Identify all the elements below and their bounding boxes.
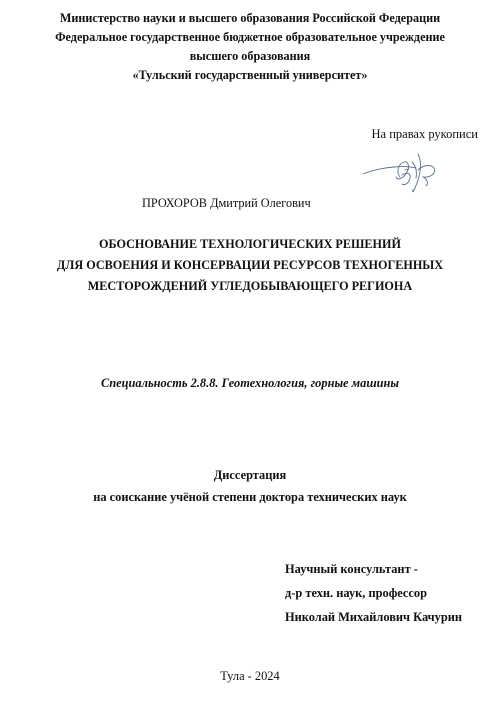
consultant-role: Научный консультант - xyxy=(285,562,418,576)
author-name: ПРОХОРОВ Дмитрий Олегович xyxy=(142,196,311,210)
education-level-line: высшего образования xyxy=(189,49,311,63)
ministry-line: Министерство науки и высшего образования Российской Федерации xyxy=(59,11,441,25)
consultant-block xyxy=(285,557,462,629)
title-line-3: МЕСТОРОЖДЕНИЙ УГЛЕДОБЫВАЮЩЕГО РЕГИОНА xyxy=(87,279,413,293)
consultant-degree: д-р техн. наук, профессор xyxy=(285,586,428,600)
dissertation-title xyxy=(0,234,500,297)
university-name: «Тульский государственный университет» xyxy=(132,68,368,82)
manuscript-note: На правах рукописи xyxy=(371,127,478,141)
institution-block xyxy=(0,10,500,83)
title-line-2: ДЛЯ ОСВОЕНИЯ И КОНСЕРВАЦИИ РЕСУРСОВ ТЕХНОГЕННЫХ xyxy=(56,258,444,272)
institution-type-line: Федеральное государственное бюджетное образовательное учреждение xyxy=(55,30,445,44)
signature-icon xyxy=(360,150,444,194)
title-line-1: ОБОСНОВАНИЕ ТЕХНОЛОГИЧЕСКИХ РЕШЕНИЙ xyxy=(99,237,401,251)
specialty-line: Специальность 2.8.8. Геотехнология, горные машины xyxy=(100,376,400,390)
city-year: Тула - 2024 xyxy=(220,669,280,683)
dissertation-block xyxy=(0,465,500,507)
dissertation-heading: Диссертация xyxy=(213,468,287,482)
degree-purpose-line: на соискание учёной степени доктора технических наук xyxy=(93,490,407,504)
consultant-name: Николай Михайлович Качурин xyxy=(285,610,462,624)
